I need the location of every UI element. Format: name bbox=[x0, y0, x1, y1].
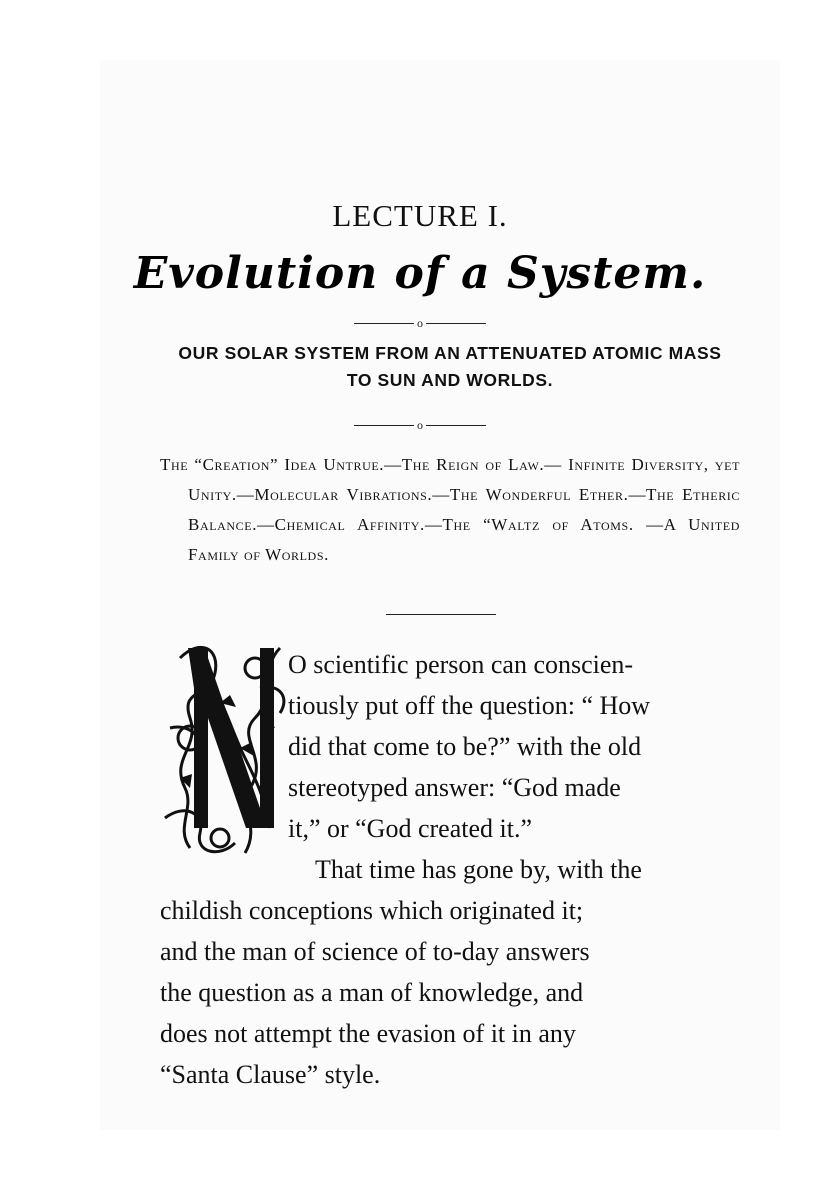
chapter-subtitle bbox=[155, 340, 745, 394]
section-rule bbox=[386, 614, 496, 615]
text-line: it,” or “God created it.” bbox=[288, 814, 532, 843]
lecture-heading: LECTURE I. bbox=[332, 198, 508, 233]
separator-mark: o bbox=[417, 418, 423, 433]
text-line: O scientific person can conscien- bbox=[288, 650, 634, 679]
chapter-synopsis bbox=[160, 450, 740, 570]
text-line: and the man of science of to-day answers bbox=[160, 937, 590, 966]
text-line: “Santa Clause” style. bbox=[160, 1060, 381, 1089]
text-line: the question as a man of knowledge, and bbox=[160, 978, 584, 1007]
chapter-title: Evolution of a System. bbox=[133, 248, 707, 299]
separator-top bbox=[0, 316, 840, 329]
synopsis-text: The “Creation” Idea Untrue.—The Reign of Law.— Infinite Diversity, yet Unity.—Molecular Vibrations.—The Wonderful Ether.—The Etheric Balance.—Chemical Affinity.—The “Waltz of Atoms. —A United Family of Worlds. bbox=[160, 455, 740, 564]
text-line: That time has gone by, with the bbox=[315, 855, 642, 884]
subtitle-line: TO SUN AND WORLDS. bbox=[346, 370, 554, 390]
text-line: tiously put off the question: “ How bbox=[288, 691, 651, 720]
separator-mark: o bbox=[417, 316, 423, 331]
subtitle-line: OUR SOLAR SYSTEM FROM AN ATTENUATED ATOMIC MASS bbox=[178, 343, 722, 363]
text-line: childish conceptions which originated it; bbox=[160, 896, 584, 925]
text-line: did that come to be?” with the old bbox=[288, 732, 642, 761]
text-line: does not attempt the evasion of it in any bbox=[160, 1019, 576, 1048]
separator-middle bbox=[0, 418, 840, 431]
text-line: stereotyped answer: “God made bbox=[288, 773, 621, 802]
body-paragraph bbox=[160, 644, 738, 1095]
